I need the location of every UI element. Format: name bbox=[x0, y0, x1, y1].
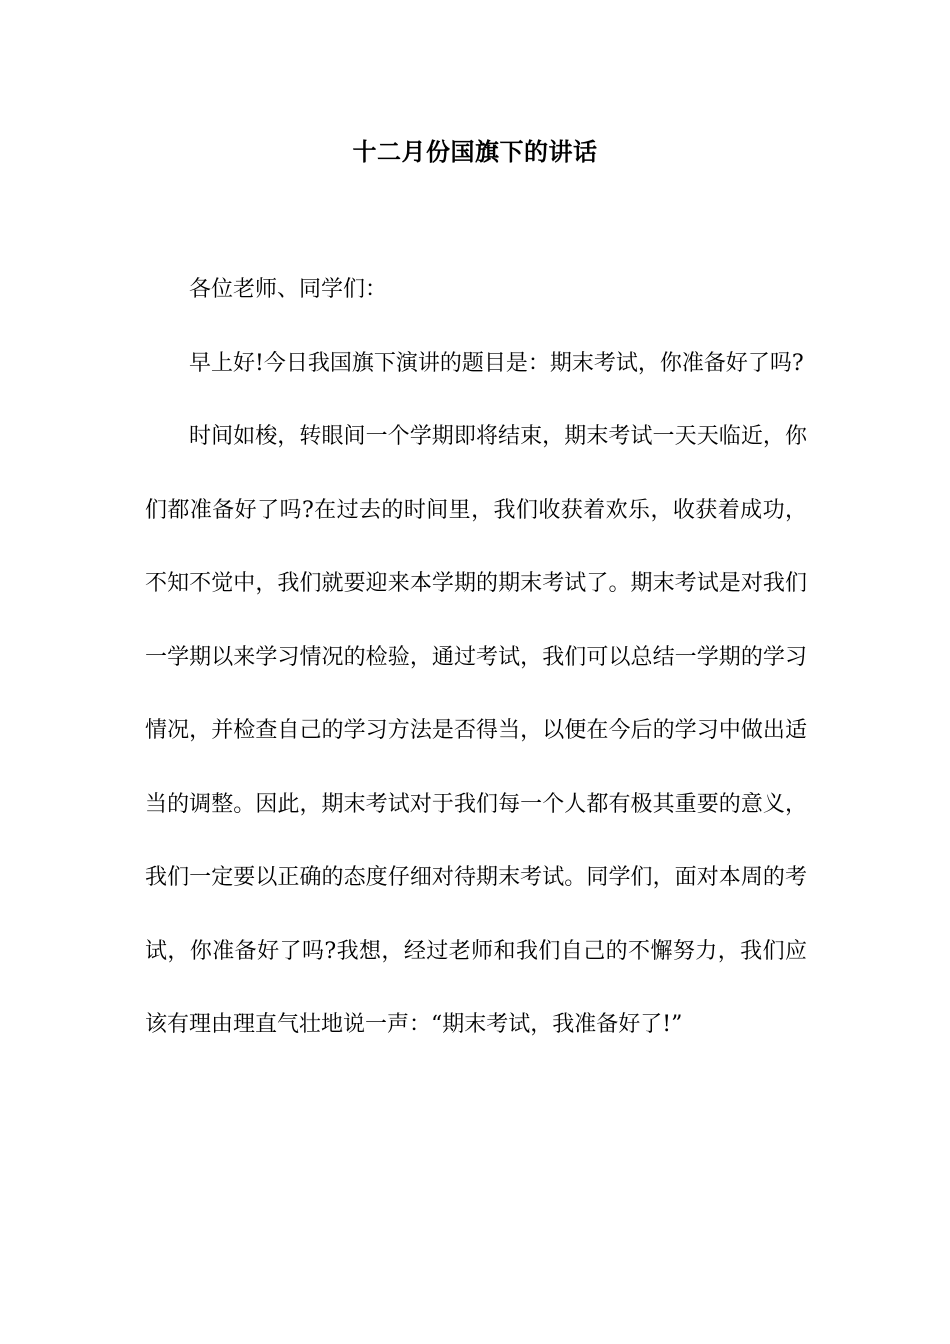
paragraph-main: 时间如梭，转眼间一个学期即将结束，期末考试一天天临近，你们都准备好了吗?在过去的时间里，我们收获着欢乐，收获着成功，不知不觉中，我们就要迎来本学期的期末考试了。期末考试是对我们一学期以来学习情况的检验，通过考试，我们可以总结一学期的学习情况，并检查自己的学习方法是否得当，以便在今后的学习中做出适当的调整。因此，期末考试对于我们每一个人都有极其重要的意义，我们一定要以正确的态度仔细对待期末考试。同学们，面对本周的考试，你准备好了吗?我想，经过老师和我们自己的不懈努力，我们应该有理由理直气壮地说一声：“期末考试，我准备好了!” bbox=[145, 424, 807, 1037]
paragraph-salutation: 各位老师、同学们： bbox=[189, 277, 388, 302]
paragraph-greeting: 早上好!今日我国旗下演讲的题目是：期末考试，你准备好了吗? bbox=[189, 350, 804, 376]
document-body bbox=[145, 253, 807, 1062]
document-title: 十二月份国旗下的讲话 bbox=[352, 137, 598, 166]
